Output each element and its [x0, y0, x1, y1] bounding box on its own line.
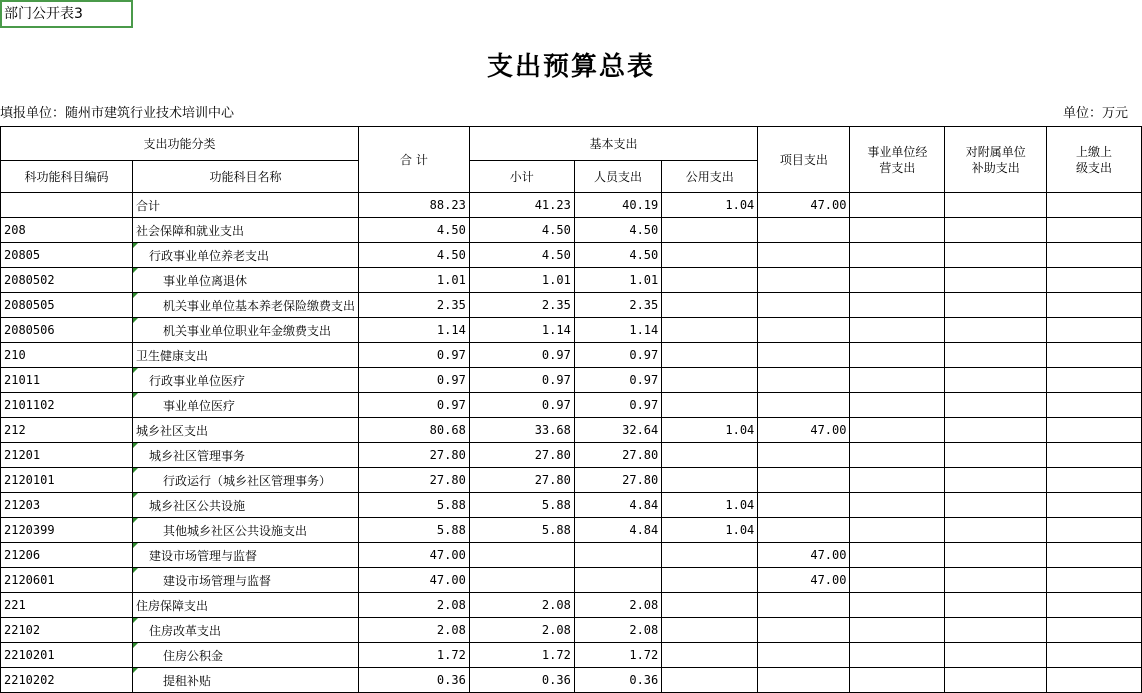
- cell-public[interactable]: [662, 368, 758, 393]
- cell-name-text: 行政事业单位医疗: [149, 373, 246, 388]
- cell-project[interactable]: [758, 493, 850, 518]
- cell-total[interactable]: 1.72: [359, 643, 470, 668]
- cell-subtotal[interactable]: 4.50: [469, 243, 574, 268]
- cell-subsidy[interactable]: [945, 593, 1047, 618]
- cell-upper[interactable]: [1047, 668, 1142, 693]
- cell-business[interactable]: [850, 318, 945, 343]
- comment-indicator-icon: [133, 568, 138, 573]
- cell-total[interactable]: 0.97: [359, 368, 470, 393]
- cell-name[interactable]: [133, 468, 359, 493]
- header-code: 科功能科目编码: [1, 161, 133, 193]
- cell-code[interactable]: 2080502: [1, 268, 133, 293]
- cell-business[interactable]: [850, 193, 945, 218]
- table-row: [1, 568, 1142, 593]
- cell-personnel[interactable]: 1.72: [574, 643, 661, 668]
- cell-public[interactable]: [662, 568, 758, 593]
- cell-business[interactable]: [850, 643, 945, 668]
- cell-code[interactable]: 22102: [1, 618, 133, 643]
- cell-public[interactable]: [662, 593, 758, 618]
- cell-public[interactable]: [662, 243, 758, 268]
- cell-project[interactable]: [758, 343, 850, 368]
- cell-subsidy[interactable]: [945, 368, 1047, 393]
- cell-code[interactable]: 2120101: [1, 468, 133, 493]
- table-body: [1, 193, 1142, 693]
- cell-subsidy[interactable]: [945, 468, 1047, 493]
- cell-upper[interactable]: [1047, 593, 1142, 618]
- cell-subsidy[interactable]: [945, 268, 1047, 293]
- cell-name-text: 城乡社区管理事务: [149, 448, 246, 463]
- cell-name-text: 合计: [136, 198, 161, 213]
- cell-public[interactable]: [662, 218, 758, 243]
- header-total: 合 计: [359, 127, 470, 193]
- cell-code[interactable]: 2101102: [1, 393, 133, 418]
- cell-code[interactable]: 2080505: [1, 293, 133, 318]
- cell-subsidy[interactable]: [945, 643, 1047, 668]
- cell-public[interactable]: [662, 668, 758, 693]
- cell-name[interactable]: [133, 218, 359, 243]
- cell-name-text: 提租补贴: [163, 673, 212, 688]
- cell-upper[interactable]: [1047, 643, 1142, 668]
- cell-name-text: 事业单位医疗: [163, 398, 236, 413]
- comment-indicator-icon: [133, 618, 138, 623]
- cell-public[interactable]: [662, 293, 758, 318]
- cell-public[interactable]: [662, 543, 758, 568]
- cell-project[interactable]: [758, 518, 850, 543]
- cell-name-text: 行政事业单位养老支出: [149, 248, 270, 263]
- cell-subtotal[interactable]: 1.72: [469, 643, 574, 668]
- cell-subsidy[interactable]: [945, 618, 1047, 643]
- comment-indicator-icon: [133, 643, 138, 648]
- cell-subsidy[interactable]: [945, 418, 1047, 443]
- cell-personnel[interactable]: 27.80: [574, 443, 661, 468]
- cell-personnel[interactable]: 0.97: [574, 393, 661, 418]
- cell-subsidy[interactable]: [945, 243, 1047, 268]
- cell-total[interactable]: 47.00: [359, 543, 470, 568]
- cell-subsidy[interactable]: [945, 668, 1047, 693]
- cell-upper[interactable]: [1047, 243, 1142, 268]
- cell-name-text: 机关事业单位基本养老保险缴费支出: [163, 298, 356, 313]
- table-row: [1, 293, 1142, 318]
- comment-indicator-icon: [133, 368, 138, 373]
- cell-subsidy[interactable]: [945, 443, 1047, 468]
- cell-personnel[interactable]: 2.08: [574, 593, 661, 618]
- cell-business[interactable]: [850, 243, 945, 268]
- table-row: [1, 218, 1142, 243]
- cell-business[interactable]: [850, 368, 945, 393]
- cell-total[interactable]: 5.88: [359, 518, 470, 543]
- cell-upper[interactable]: [1047, 193, 1142, 218]
- cell-code[interactable]: 212: [1, 418, 133, 443]
- cell-name[interactable]: [133, 518, 359, 543]
- cell-code[interactable]: 21203: [1, 493, 133, 518]
- header-subtotal: 小计: [469, 161, 574, 193]
- cell-subsidy[interactable]: [945, 543, 1047, 568]
- table-row: [1, 368, 1142, 393]
- cell-subsidy[interactable]: [945, 318, 1047, 343]
- cell-subtotal[interactable]: 2.35: [469, 293, 574, 318]
- cell-project[interactable]: [758, 618, 850, 643]
- cell-subtotal[interactable]: 1.14: [469, 318, 574, 343]
- cell-personnel[interactable]: 27.80: [574, 468, 661, 493]
- cell-name[interactable]: [133, 443, 359, 468]
- cell-project[interactable]: [758, 668, 850, 693]
- cell-subtotal[interactable]: 5.88: [469, 518, 574, 543]
- table-row: [1, 268, 1142, 293]
- cell-code[interactable]: 210: [1, 343, 133, 368]
- cell-project[interactable]: [758, 243, 850, 268]
- cell-upper[interactable]: [1047, 268, 1142, 293]
- cell-upper[interactable]: [1047, 343, 1142, 368]
- cell-upper[interactable]: [1047, 218, 1142, 243]
- cell-total[interactable]: 27.80: [359, 468, 470, 493]
- cell-business[interactable]: [850, 468, 945, 493]
- cell-total[interactable]: 2.35: [359, 293, 470, 318]
- cell-total[interactable]: 1.01: [359, 268, 470, 293]
- cell-personnel[interactable]: 2.35: [574, 293, 661, 318]
- cell-name[interactable]: [133, 618, 359, 643]
- table-row: [1, 318, 1142, 343]
- cell-personnel[interactable]: 0.97: [574, 368, 661, 393]
- cell-subtotal[interactable]: 27.80: [469, 468, 574, 493]
- cell-personnel[interactable]: 4.50: [574, 218, 661, 243]
- cell-name[interactable]: [133, 343, 359, 368]
- table-row: [1, 593, 1142, 618]
- cell-personnel[interactable]: 4.84: [574, 518, 661, 543]
- page-title: 支出预算总表: [486, 52, 655, 82]
- cell-name-text: 建设市场管理与监督: [149, 548, 258, 563]
- cell-business[interactable]: [850, 668, 945, 693]
- cell-name[interactable]: [133, 368, 359, 393]
- table-row: [1, 518, 1142, 543]
- cell-upper[interactable]: [1047, 618, 1142, 643]
- cell-name[interactable]: [133, 393, 359, 418]
- cell-public[interactable]: [662, 393, 758, 418]
- header-name: 功能科目名称: [133, 161, 359, 193]
- table-row: [1, 618, 1142, 643]
- cell-total[interactable]: 88.23: [359, 193, 470, 218]
- cell-code[interactable]: 2080506: [1, 318, 133, 343]
- cell-upper[interactable]: [1047, 393, 1142, 418]
- cell-public[interactable]: [662, 468, 758, 493]
- cell-business[interactable]: [850, 543, 945, 568]
- comment-indicator-icon: [133, 243, 138, 248]
- cell-name-text: 城乡社区公共设施: [149, 498, 246, 513]
- cell-code[interactable]: [1, 193, 133, 218]
- header-business: 事业单位经营支出: [850, 127, 945, 193]
- cell-name-text: 社会保障和就业支出: [136, 223, 245, 238]
- cell-subtotal[interactable]: 1.01: [469, 268, 574, 293]
- cell-total[interactable]: 47.00: [359, 568, 470, 593]
- cell-subtotal[interactable]: 27.80: [469, 443, 574, 468]
- cell-total[interactable]: 0.97: [359, 393, 470, 418]
- table-row: [1, 543, 1142, 568]
- cell-personnel[interactable]: 4.84: [574, 493, 661, 518]
- cell-name[interactable]: [133, 568, 359, 593]
- cell-business[interactable]: [850, 618, 945, 643]
- cell-total[interactable]: 2.08: [359, 618, 470, 643]
- cell-name-text: 住房保障支出: [136, 598, 209, 613]
- cell-personnel[interactable]: 4.50: [574, 243, 661, 268]
- cell-upper[interactable]: [1047, 543, 1142, 568]
- cell-project[interactable]: [758, 468, 850, 493]
- cell-subtotal[interactable]: 2.08: [469, 618, 574, 643]
- cell-subtotal[interactable]: 5.88: [469, 493, 574, 518]
- cell-personnel[interactable]: 40.19: [574, 193, 661, 218]
- header-basic: 基本支出: [469, 127, 757, 161]
- unit-line: [0, 102, 1142, 122]
- cell-business[interactable]: [850, 393, 945, 418]
- table-row: [1, 493, 1142, 518]
- header-upper: 上缴上级支出: [1047, 127, 1142, 193]
- cell-project[interactable]: [758, 593, 850, 618]
- sheet-tab[interactable]: 部门公开表3: [0, 0, 133, 28]
- cell-name[interactable]: [133, 668, 359, 693]
- comment-indicator-icon: [133, 318, 138, 323]
- cell-subsidy[interactable]: [945, 343, 1047, 368]
- cell-subsidy[interactable]: [945, 518, 1047, 543]
- header-public: 公用支出: [662, 161, 758, 193]
- cell-project[interactable]: [758, 368, 850, 393]
- cell-project[interactable]: 47.00: [758, 543, 850, 568]
- comment-indicator-icon: [133, 493, 138, 498]
- cell-upper[interactable]: [1047, 468, 1142, 493]
- cell-total[interactable]: 0.97: [359, 343, 470, 368]
- cell-upper[interactable]: [1047, 293, 1142, 318]
- cell-business[interactable]: [850, 218, 945, 243]
- cell-name-text: 建设市场管理与监督: [163, 573, 272, 588]
- cell-business[interactable]: [850, 293, 945, 318]
- cell-total[interactable]: 4.50: [359, 218, 470, 243]
- cell-total[interactable]: 4.50: [359, 243, 470, 268]
- header-personnel: 人员支出: [574, 161, 661, 193]
- cell-subtotal[interactable]: 41.23: [469, 193, 574, 218]
- cell-business[interactable]: [850, 343, 945, 368]
- cell-code[interactable]: 2120399: [1, 518, 133, 543]
- cell-subtotal[interactable]: 33.68: [469, 418, 574, 443]
- cell-upper[interactable]: [1047, 443, 1142, 468]
- cell-project[interactable]: [758, 393, 850, 418]
- cell-project[interactable]: [758, 643, 850, 668]
- cell-business[interactable]: [850, 493, 945, 518]
- cell-code[interactable]: 2210201: [1, 643, 133, 668]
- table-row: [1, 418, 1142, 443]
- cell-subsidy[interactable]: [945, 393, 1047, 418]
- cell-code[interactable]: 21201: [1, 443, 133, 468]
- cell-personnel[interactable]: 0.36: [574, 668, 661, 693]
- cell-personnel[interactable]: 1.01: [574, 268, 661, 293]
- comment-indicator-icon: [133, 268, 138, 273]
- cell-total[interactable]: 27.80: [359, 443, 470, 468]
- cell-upper[interactable]: [1047, 318, 1142, 343]
- cell-upper[interactable]: [1047, 418, 1142, 443]
- cell-name-text: 机关事业单位职业年金缴费支出: [163, 323, 332, 338]
- cell-name-text: 其他城乡社区公共设施支出: [163, 523, 308, 538]
- cell-public[interactable]: 1.04: [662, 418, 758, 443]
- budget-table: [0, 126, 1142, 693]
- cell-code[interactable]: 2210202: [1, 668, 133, 693]
- cell-name[interactable]: [133, 418, 359, 443]
- cell-name-text: 住房公积金: [163, 648, 224, 663]
- cell-subtotal[interactable]: 0.36: [469, 668, 574, 693]
- table-row: [1, 468, 1142, 493]
- cell-code[interactable]: 21011: [1, 368, 133, 393]
- cell-code[interactable]: 20805: [1, 243, 133, 268]
- cell-name-text: 卫生健康支出: [136, 348, 209, 363]
- cell-name[interactable]: [133, 293, 359, 318]
- comment-indicator-icon: [133, 668, 138, 673]
- cell-name[interactable]: [133, 543, 359, 568]
- cell-name[interactable]: [133, 193, 359, 218]
- cell-public[interactable]: [662, 318, 758, 343]
- cell-subtotal[interactable]: [469, 568, 574, 593]
- cell-project[interactable]: [758, 443, 850, 468]
- table-row: [1, 243, 1142, 268]
- cell-business[interactable]: [850, 443, 945, 468]
- header-project: 项目支出: [758, 127, 850, 193]
- cell-total[interactable]: 2.08: [359, 593, 470, 618]
- cell-project[interactable]: [758, 218, 850, 243]
- cell-name[interactable]: [133, 268, 359, 293]
- cell-public[interactable]: [662, 643, 758, 668]
- cell-personnel[interactable]: 32.64: [574, 418, 661, 443]
- cell-public[interactable]: 1.04: [662, 518, 758, 543]
- cell-name[interactable]: [133, 643, 359, 668]
- cell-name-text: 事业单位离退休: [163, 273, 248, 288]
- header-func-class: 支出功能分类: [1, 127, 359, 161]
- cell-code[interactable]: 208: [1, 218, 133, 243]
- table-row: [1, 643, 1142, 668]
- comment-indicator-icon: [133, 293, 138, 298]
- cell-personnel[interactable]: 2.08: [574, 618, 661, 643]
- cell-total[interactable]: 80.68: [359, 418, 470, 443]
- currency-unit: 单位：万元: [1062, 106, 1128, 121]
- comment-indicator-icon: [133, 518, 138, 523]
- cell-subtotal[interactable]: 4.50: [469, 218, 574, 243]
- table-row: [1, 343, 1142, 368]
- header-subsidy: 对附属单位补助支出: [945, 127, 1047, 193]
- cell-personnel[interactable]: 0.97: [574, 343, 661, 368]
- cell-public[interactable]: [662, 618, 758, 643]
- cell-project[interactable]: [758, 318, 850, 343]
- cell-business[interactable]: [850, 568, 945, 593]
- comment-indicator-icon: [133, 443, 138, 448]
- cell-subtotal[interactable]: 0.97: [469, 343, 574, 368]
- cell-business[interactable]: [850, 268, 945, 293]
- cell-project[interactable]: [758, 268, 850, 293]
- cell-upper[interactable]: [1047, 368, 1142, 393]
- cell-subtotal[interactable]: 0.97: [469, 393, 574, 418]
- cell-name[interactable]: [133, 593, 359, 618]
- cell-personnel[interactable]: [574, 568, 661, 593]
- cell-public[interactable]: [662, 443, 758, 468]
- comment-indicator-icon: [133, 543, 138, 548]
- cell-total[interactable]: 0.36: [359, 668, 470, 693]
- cell-name-text: 住房改革支出: [149, 623, 222, 638]
- cell-upper[interactable]: [1047, 518, 1142, 543]
- cell-public[interactable]: [662, 343, 758, 368]
- cell-subsidy[interactable]: [945, 493, 1047, 518]
- cell-subsidy[interactable]: [945, 568, 1047, 593]
- cell-subsidy[interactable]: [945, 293, 1047, 318]
- table-row: [1, 393, 1142, 418]
- cell-business[interactable]: [850, 593, 945, 618]
- cell-subsidy[interactable]: [945, 193, 1047, 218]
- cell-upper[interactable]: [1047, 568, 1142, 593]
- cell-project[interactable]: [758, 293, 850, 318]
- cell-business[interactable]: [850, 518, 945, 543]
- cell-total[interactable]: 5.88: [359, 493, 470, 518]
- comment-indicator-icon: [133, 393, 138, 398]
- cell-code[interactable]: 21206: [1, 543, 133, 568]
- table-row: [1, 193, 1142, 218]
- cell-subtotal[interactable]: 2.08: [469, 593, 574, 618]
- table-row: [1, 668, 1142, 693]
- cell-personnel[interactable]: [574, 543, 661, 568]
- comment-indicator-icon: [133, 468, 138, 473]
- cell-name[interactable]: [133, 318, 359, 343]
- cell-subsidy[interactable]: [945, 218, 1047, 243]
- reporting-unit: 填报单位：随州市建筑行业技术培训中心: [0, 106, 235, 121]
- cell-code[interactable]: 221: [1, 593, 133, 618]
- cell-personnel[interactable]: 1.14: [574, 318, 661, 343]
- table-row: [1, 443, 1142, 468]
- cell-total[interactable]: 1.14: [359, 318, 470, 343]
- cell-name[interactable]: [133, 243, 359, 268]
- cell-project[interactable]: 47.00: [758, 193, 850, 218]
- cell-upper[interactable]: [1047, 493, 1142, 518]
- cell-public[interactable]: [662, 268, 758, 293]
- cell-project[interactable]: 47.00: [758, 418, 850, 443]
- cell-subtotal[interactable]: 0.97: [469, 368, 574, 393]
- cell-name-text: 行政运行（城乡社区管理事务）: [163, 473, 332, 488]
- cell-code[interactable]: 2120601: [1, 568, 133, 593]
- cell-name[interactable]: [133, 493, 359, 518]
- cell-subtotal[interactable]: [469, 543, 574, 568]
- cell-project[interactable]: 47.00: [758, 568, 850, 593]
- cell-public[interactable]: 1.04: [662, 493, 758, 518]
- cell-public[interactable]: 1.04: [662, 193, 758, 218]
- cell-name-text: 城乡社区支出: [136, 423, 209, 438]
- table-header: [1, 127, 1142, 193]
- cell-business[interactable]: [850, 418, 945, 443]
